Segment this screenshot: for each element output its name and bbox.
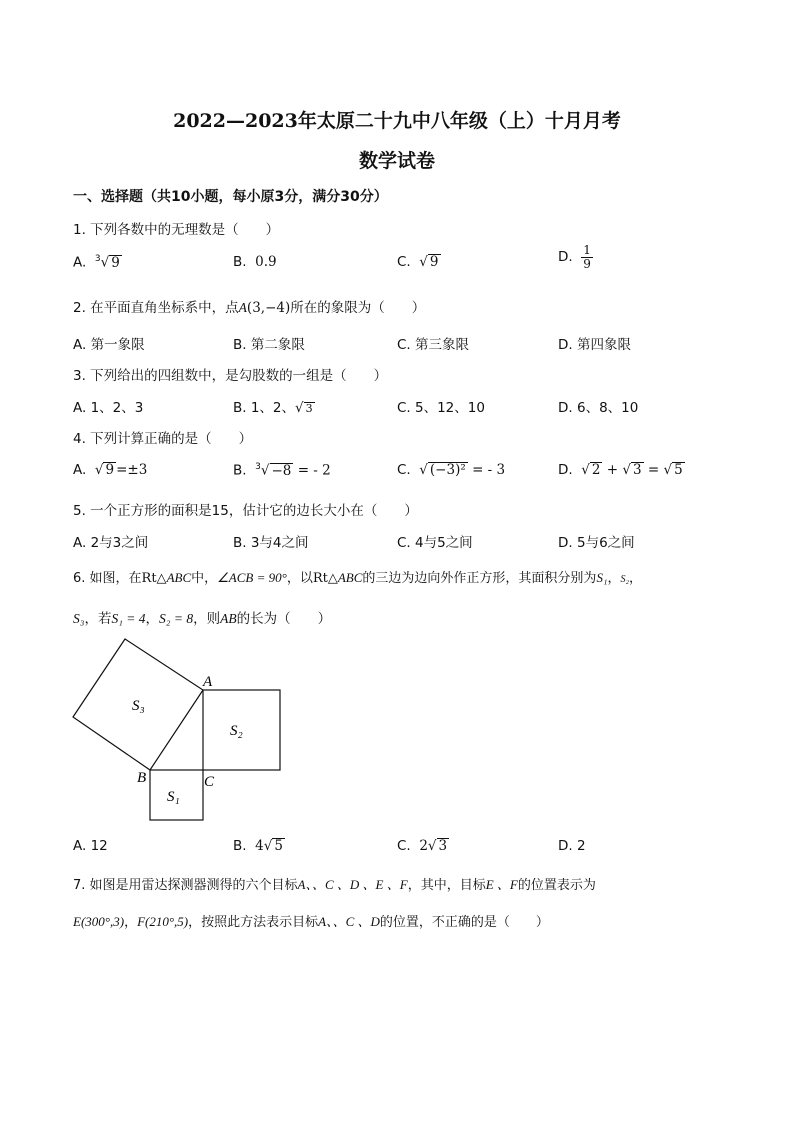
question-7-line-2: E(300°,3)，F(210°,5)，按照此方法表示目标A、、C 、D的位置，不正确的是（ ） [73,914,549,930]
label-s1: S₁ [167,789,180,805]
q6-option-a: A. 12 [73,838,108,854]
q4-option-a: A. √ 9 =±3 [73,462,148,478]
question-6-line-1: 6. 如图，在Rt△ABC中，∠ACB = 90°，以Rt△ABC的三边为边向外作正方形，其面积分别为S₁，S₂， [73,570,642,586]
q5-option-a: A. 2与3之间 [73,535,149,551]
square-s1 [150,770,203,820]
q3-option-a: A. 1、2、3 [73,400,144,416]
q1-option-c: C. √ 9 [397,254,439,270]
q4-option-d: D. √ 2 + √ 3 = √ 5 [558,462,683,478]
q3-option-d: D. 6、8、10 [558,400,639,416]
question-5-stem: 5. 一个正方形的面积是15，估计它的边长大小在（ ） [73,503,418,519]
exam-title: 2022—2023年太原二十九中八年级（上）十月月考 [173,110,621,132]
exam-subtitle: 数学试卷 [358,150,435,172]
q2-option-b: B. 第二象限 [233,337,305,353]
q5-option-b: B. 3与4之间 [233,535,309,551]
section-heading: 一、选择题（共10小题，每小原3分，满分30分） [73,189,388,205]
q2-option-a: A. 第一象限 [73,337,145,353]
square-s3 [73,639,203,770]
question-4-stem: 4. 下列计算正确的是（ ） [73,431,253,447]
q1-option-d: D. $\frac{1}{9}$ [558,243,591,271]
question-7-line-1: 7. 如图是用雷达探测器测得的六个目标A、、C 、D 、E 、F，其中，目标E 、F的位置表示为 [73,877,596,893]
q6-option-b: B. 4√ 5 [233,838,283,854]
label-b: B [137,770,147,786]
q5-option-d: D. 5与6之间 [558,535,635,551]
q1-option-a: A. $^3$√ 9 [73,254,120,271]
question-2-stem: 2. 在平面直角坐标系中，点A(3,−4)所在的象限为（ ） [73,300,426,316]
q4-option-c: C. √ (−3)² = - 3 [397,462,506,478]
q3-option-b: B. 1、2、√ 3 [233,400,313,416]
question-6-line-2: S₃，若S₁ = 4，S₂ = 8，则AB的长为（ ） [73,611,332,627]
q5-option-c: C. 4与5之间 [397,535,473,551]
square-s2 [203,690,280,770]
q6-option-d: D. 2 [558,838,586,854]
q1-option-b: B. 0.9 [233,254,277,270]
q2-option-d: D. 第四象限 [558,337,631,353]
q4-option-b: B. $^3$√ −8 = - 2 [233,462,331,479]
q6-option-c: C. 2√ 3 [397,838,448,854]
question-3-stem: 3. 下列给出的四组数中，是勾股数的一组是（ ） [73,368,388,384]
label-s2: S₂ [230,723,243,739]
q2-option-c: C. 第三象限 [397,337,470,353]
label-a: A [203,674,213,690]
question-1-stem: 1. 下列各数中的无理数是（ ） [73,222,280,238]
label-s3: S₃ [132,698,145,714]
q3-option-c: C. 5、12、10 [397,400,485,416]
label-c: C [204,774,215,790]
